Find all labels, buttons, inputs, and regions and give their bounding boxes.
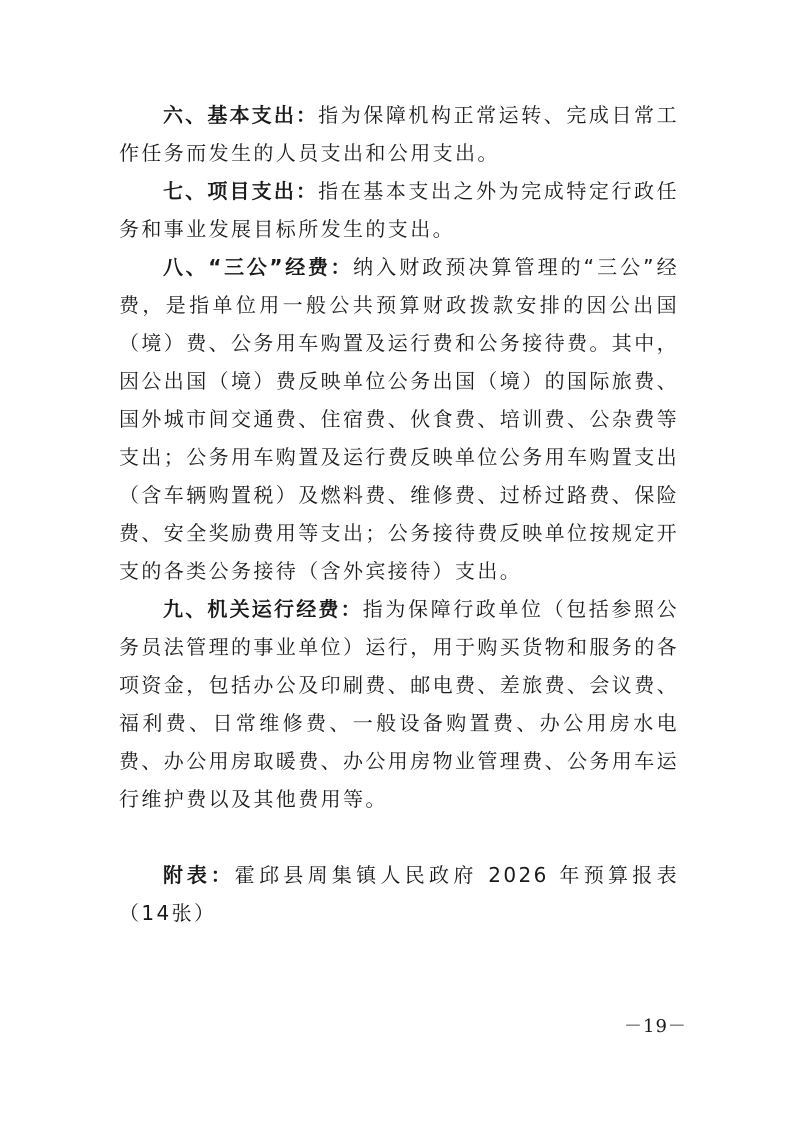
definition-term: 八、“三公”经费：	[163, 255, 354, 279]
definition-term: 六、基本支出：	[163, 103, 319, 127]
definition-term: 九、机关运行经费：	[163, 597, 363, 621]
definition-operating-funds	[119, 590, 679, 818]
definition-project-expenditure	[119, 172, 679, 248]
attachment-label: 附表：	[163, 863, 235, 887]
document-body	[119, 96, 679, 932]
definition-text: 指为保障机构正常运转、完成日常工作任务而发生的人员支出和公用支出。	[119, 103, 680, 165]
definition-text: 指在基本支出之外为完成特定行政任务和事业发展目标所发生的支出。	[119, 179, 680, 241]
definition-text: 指为保障行政单位（包括参照公务员法管理的事业单位）运行，用于购买货物和服务的各项资金，包括办公及印刷费、邮电费、差旅费、会议费、福利费、日常维修费、一般设备购置费、办公用房水电费、办公用房取暖费、办公用房物业管理费、公务用车运行维护费以及其他费用等。	[119, 597, 679, 811]
blank-line	[119, 818, 679, 856]
definition-three-public-funds	[119, 248, 679, 590]
definition-term: 七、项目支出：	[163, 179, 319, 203]
definition-text: 纳入财政预决算管理的“三公”经费，是指单位用一般公共预算财政拨款安排的因公出国（境）费、公务用车购置及运行费和公务接待费。其中，因公出国（境）费反映单位公务出国（境）的国际旅费、国外城市间交通费、住宿费、伙食费、培训费、公杂费等支出；公务用车购置及运行费反映单位公务用车购置支出（含车辆购置税）及燃料费、维修费、过桥过路费、保险费、安全奖励费用等支出；公务接待费反映单位按规定开支的各类公务接待（含外宾接待）支出。	[119, 255, 679, 583]
page-number: －19－	[624, 1016, 687, 1037]
attachment-text: 霍邱县周集镇人民政府 2026 年预算报表（14张）	[119, 863, 680, 925]
definition-basic-expenditure	[119, 96, 679, 172]
attachment-note	[119, 856, 679, 932]
